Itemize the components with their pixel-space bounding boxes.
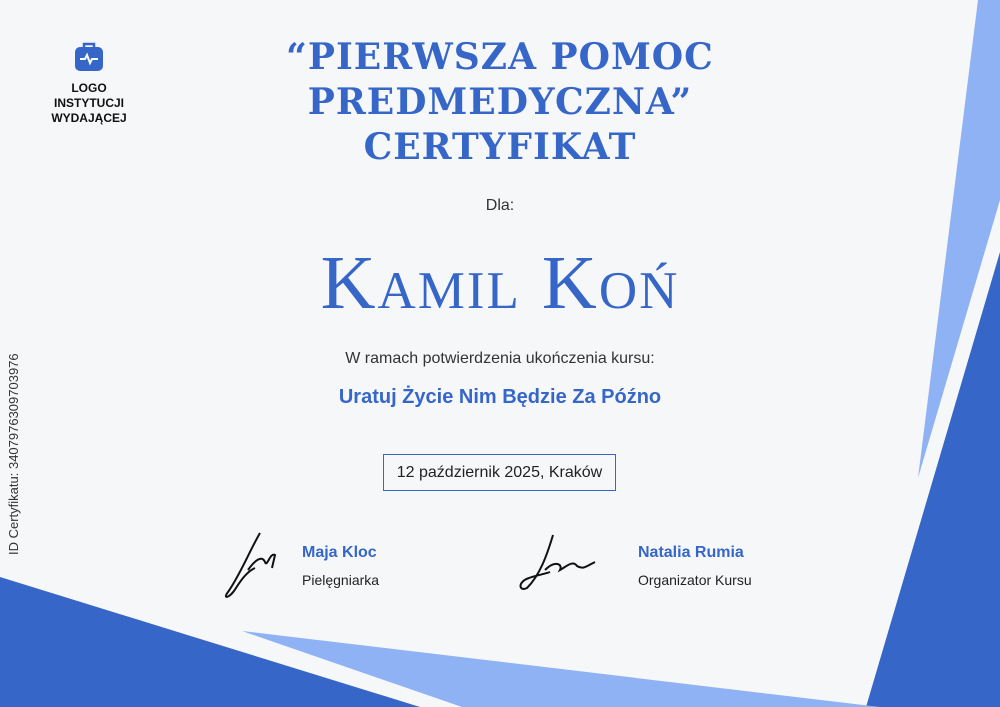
title-line: “PIERWSZA POMOC: [286, 36, 714, 78]
for-label: Dla:: [485, 197, 515, 214]
signatory-name: Maja Kloc: [302, 544, 377, 561]
signature-image: [515, 530, 625, 595]
logo-text-line: WYDAJĄCEJ: [51, 111, 127, 125]
logo-text-line: INSTYTUCJI: [53, 96, 124, 110]
signatory-role: Organizator Kursu: [638, 572, 752, 588]
recipient-name: Kamil Koń: [320, 241, 680, 325]
dark-blue-bottom-shape: [0, 577, 420, 707]
course-name: Uratuj Życie Nim Będzie Za Późno: [338, 386, 662, 408]
date-place-box: 12 październik 2025, Kraków: [383, 454, 616, 491]
intro-text: W ramach potwierdzenia ukończenia kursu:: [345, 350, 655, 367]
signatory-role: Pielęgniarka: [302, 572, 380, 588]
certificate-id: ID Certyfikatu: 3407976309703976: [6, 353, 21, 555]
logo-text-line: LOGO: [71, 81, 107, 95]
title-line: CERTYFIKAT: [363, 126, 637, 168]
certificate-title: [0, 35, 1000, 170]
signature-image: [220, 530, 295, 602]
title-line: PREDMEDYCZNA”: [307, 81, 693, 123]
signatory-name: Natalia Rumia: [638, 544, 744, 561]
